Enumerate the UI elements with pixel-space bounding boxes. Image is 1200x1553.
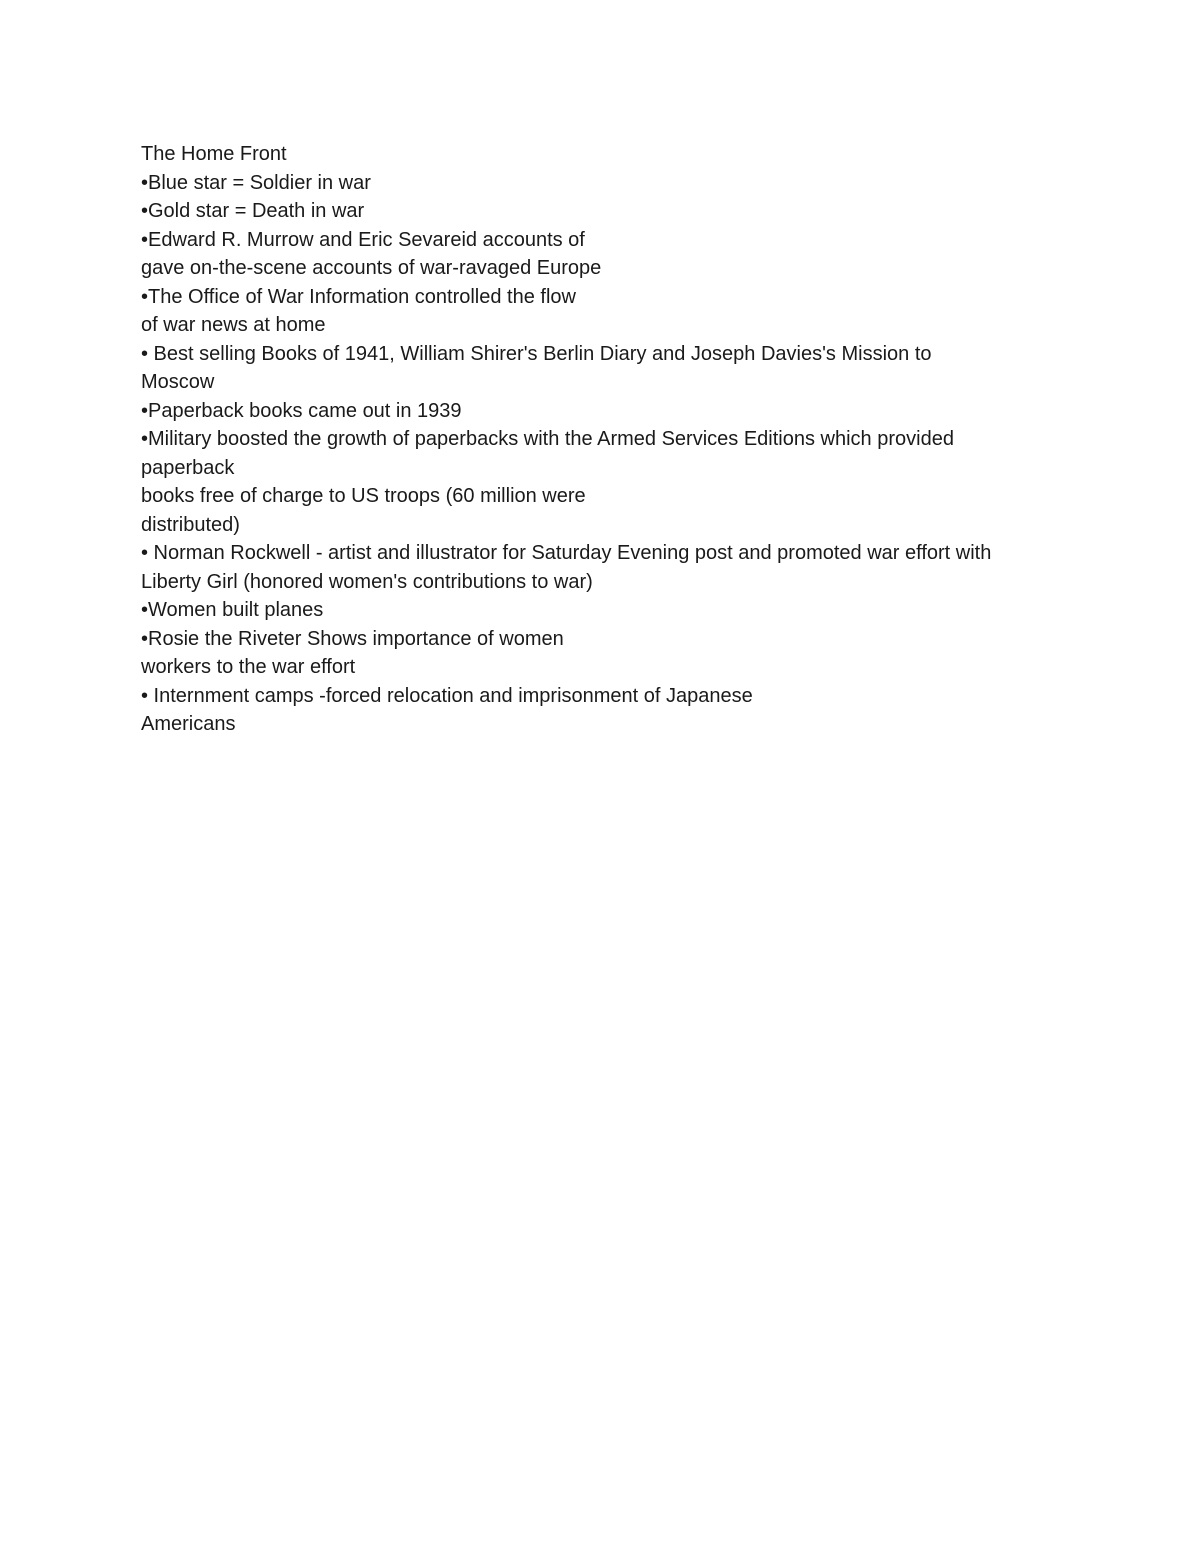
text-line: • Best selling Books of 1941, William Shirer's Berlin Diary and Joseph Davies's Mission to bbox=[141, 342, 932, 365]
text-line: books free of charge to US troops (60 million were bbox=[141, 485, 586, 507]
document-title: The Home Front bbox=[141, 143, 287, 165]
text-line: Moscow bbox=[141, 371, 215, 393]
text-line: •Rosie the Riveter Shows importance of women bbox=[141, 627, 564, 650]
text-line: •Military boosted the growth of paperbacks with the Armed Services Editions which provided bbox=[141, 428, 954, 450]
text-line: distributed) bbox=[141, 513, 240, 536]
text-line: gave on-the-scene accounts of war-ravaged Europe bbox=[141, 257, 602, 279]
text-line: •Women built planes bbox=[141, 599, 324, 621]
text-line: • Internment camps -forced relocation and imprisonment of Japanese bbox=[141, 684, 753, 707]
text-line: • Norman Rockwell - artist and illustrator for Saturday Evening post and promoted war effort with bbox=[141, 542, 992, 564]
text-line: •The Office of War Information controlled the flow bbox=[141, 285, 576, 308]
text-line: Americans bbox=[141, 713, 236, 735]
document-body bbox=[141, 140, 1081, 739]
text-line: •Blue star = Soldier in war bbox=[141, 171, 371, 194]
text-line: •Gold star = Death in war bbox=[141, 200, 365, 222]
text-line: •Paperback books came out in 1939 bbox=[141, 399, 462, 422]
text-line: of war news at home bbox=[141, 314, 326, 336]
text-line: workers to the war effort bbox=[141, 656, 356, 678]
text-line: •Edward R. Murrow and Eric Sevareid accounts of bbox=[141, 228, 585, 251]
text-line: paperback bbox=[141, 456, 235, 479]
text-line: Liberty Girl (honored women's contributions to war) bbox=[141, 570, 593, 593]
